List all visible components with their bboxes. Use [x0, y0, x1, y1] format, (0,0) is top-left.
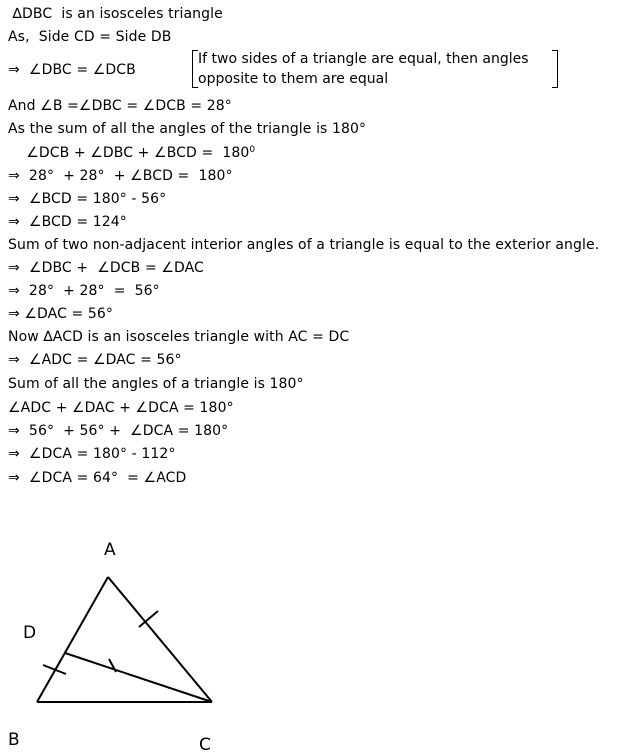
superscript-zero: 0 [249, 145, 256, 155]
text-line: As, Side CD = Side DB [8, 29, 172, 45]
reason-line: If two sides of a triangle are equal, then angles [198, 51, 529, 67]
angle-sum-text: ∠DCB + ∠DBC + ∠BCD = 180 [8, 145, 250, 161]
tick-dc [109, 659, 116, 672]
text-line: ⇒ 56° + 56° + ∠DCA = 180° [8, 423, 229, 439]
text-line: ∆DBC is an isosceles triangle [8, 6, 223, 22]
side-ac [108, 577, 212, 702]
segment-dc [65, 653, 212, 702]
vertex-label-c: C [199, 735, 211, 755]
text-line: ⇒ 28° + 28° + ∠BCD = 180° [8, 168, 233, 184]
text-line: Sum of all the angles of a triangle is 180° [8, 376, 304, 392]
text-line: ⇒ ∠DCA = 180° - 112° [8, 446, 176, 462]
vertex-label-d: D [23, 623, 37, 643]
text-line: ⇒ ∠BCD = 180° - 56° [8, 191, 167, 207]
vertex-label-b: B [8, 730, 20, 750]
text-line: And ∠B =∠DBC = ∠DCB = 28° [8, 98, 232, 114]
text-line: As the sum of all the angles of the triangle is 180° [8, 121, 367, 137]
text-line: ⇒ ∠DBC = ∠DCB [8, 62, 136, 78]
vertex-label-a: A [104, 540, 116, 560]
text-line: ⇒ ∠ADC = ∠DAC = 56° [8, 352, 182, 368]
text-line: ⇒ ∠BCD = 124° [8, 214, 127, 230]
text-line: ⇒ ∠DCA = 64° = ∠ACD [8, 470, 187, 486]
text-line: ⇒ 28° + 28° = 56° [8, 283, 160, 299]
text-line: ⇒ ∠DBC + ∠DCB = ∠DAC [8, 260, 204, 276]
text-line: ⇒ ∠DAC = 56° [8, 306, 114, 322]
reason-line: opposite to them are equal [198, 71, 389, 87]
text-line: Now ∆ACD is an isosceles triangle with AC = DC [8, 329, 350, 345]
side-ab [37, 577, 108, 702]
text-line: Sum of two non-adjacent interior angles of a triangle is equal to the exterior angle. [8, 237, 600, 253]
text-line: ∠ADC + ∠DAC + ∠DCA = 180° [8, 400, 234, 416]
